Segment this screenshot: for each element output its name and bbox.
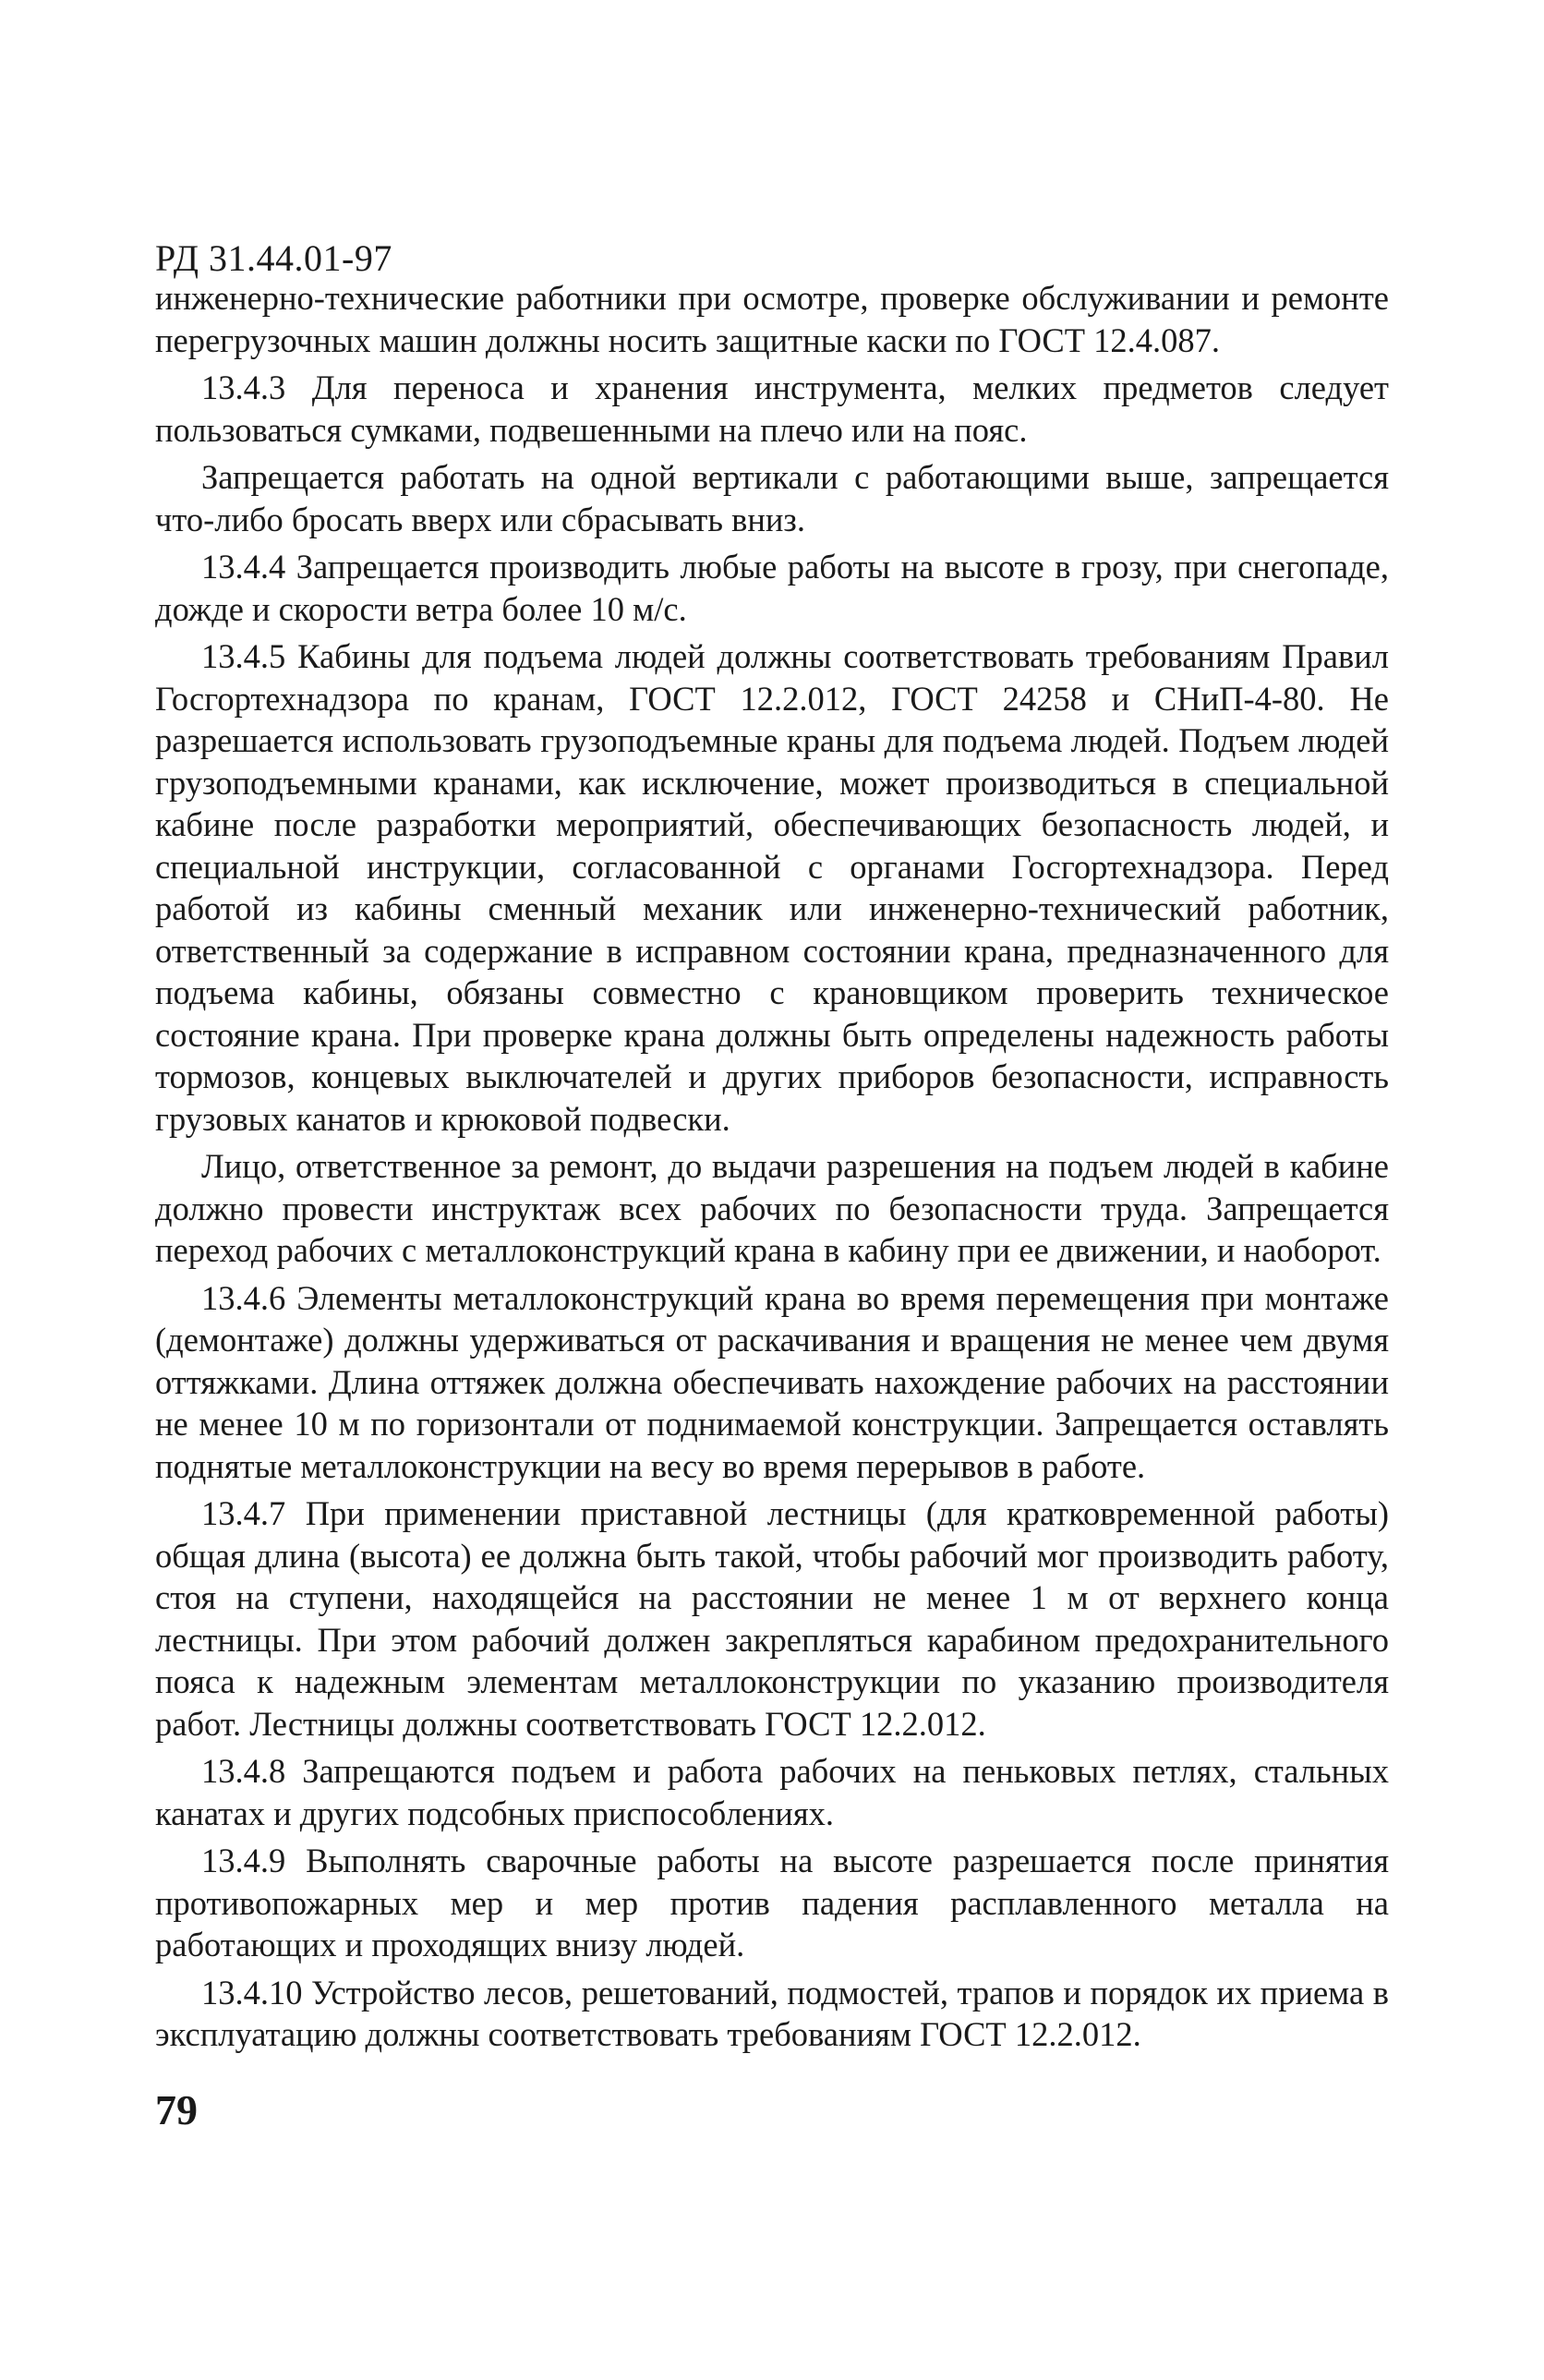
paragraph-13-4-9: 13.4.9 Выполнять сварочные работы на высоте разрешается после принятия противопожарных мер и мер против падения расплавленного металла на работающих и проходящих внизу людей.	[155, 1842, 1389, 1963]
paragraph-13-4-5: 13.4.5 Кабины для подъема людей должны соответствовать требованиям Правил Госгортехнадзора по кранам, ГОСТ 12.2.012, ГОСТ 24258 и СНиП-4-80. Не разрешается использовать грузоподъемные краны для подъема людей. Подъем людей грузоподъемными кранами, как исключение, может производиться в специальной кабине после разработки мероприятий, обеспечивающих безопасность людей, и специальной инструкции, согласованной с органами Госгортехнадзора. Перед работой из кабины сменный механик или инженерно-технический работник, ответственный за содержание в исправном состоянии крана, предназначенного для подъема кабины, обязаны совместно с крановщиком проверить техническое состояние крана. При проверке крана должны быть определены надежность работы тормозов, концевых выключателей и других приборов безопасности, исправность грузовых канатов и крюковой подвески.	[155, 637, 1389, 1138]
paragraph-responsible-person: Лицо, ответственное за ремонт, до выдачи разрешения на подъем людей в кабине должно провести инструктаж всех рабочих по безопасности труда. Запрещается переход рабочих с металлоконструкций крана в кабину при ее движении, и наоборот.	[155, 1147, 1389, 1269]
paragraph-13-4-7: 13.4.7 При применении приставной лестницы (для кратковременной работы) общая длина (высота) ее должна быть такой, чтобы рабочий мог производить работу, стоя на ступени, находящейся на расстоянии не менее 1 м от верхнего конца лестницы. При этом рабочий должен закрепляться карабином предохранительного пояса к надежным элементам металлоконструкции по указанию производителя работ. Лестницы должны соответствовать ГОСТ 12.2.012.	[155, 1494, 1389, 1743]
paragraph-13-4-6: 13.4.6 Элементы металлоконструкций крана во время перемещения при монтаже (демонтаже) должны удерживаться от раскачивания и вращения не менее чем двумя оттяжками. Длина оттяжек должна обеспечивать нахождение рабочих на расстоянии не менее 10 м по горизонтали от поднимаемой конструкции. Запрещается оставлять поднятые металлоконструкции на весу во время перерывов в работе.	[155, 1278, 1389, 1485]
paragraph-13-4-3: 13.4.3 Для переноса и хранения инструмента, мелких предметов следует пользоваться сумками, подвешенными на плечо или на пояс.	[155, 368, 1389, 449]
paragraph-vertical-work-ban: Запрещается работать на одной вертикали с работающими выше, запрещается что-либо бросать вверх или сбрасывать вниз.	[155, 458, 1389, 538]
page-number: 79	[155, 2086, 198, 2133]
document-body	[155, 277, 1389, 2061]
document-code: РД 31.44.01-97	[155, 237, 392, 279]
paragraph-13-4-8: 13.4.8 Запрещаются подъем и работа рабочих на пеньковых петлях, стальных канатах и других подсобных приспособлениях.	[155, 1752, 1389, 1832]
paragraph-continuation: инженерно-технические работники при осмотре, проверке обслуживании и ремонте перегрузочных машин должны носить защитные каски по ГОСТ 12.4.087.	[155, 279, 1389, 359]
paragraph-13-4-4: 13.4.4 Запрещается производить любые работы на высоте в грозу, при снегопаде, дожде и скорости ветра более 10 м/с.	[155, 548, 1389, 628]
paragraph-13-4-10: 13.4.10 Устройство лесов, решетований, подмостей, трапов и порядок их приема в эксплуатацию должны соответствовать требованиям ГОСТ 12.2.012.	[155, 1973, 1389, 2053]
